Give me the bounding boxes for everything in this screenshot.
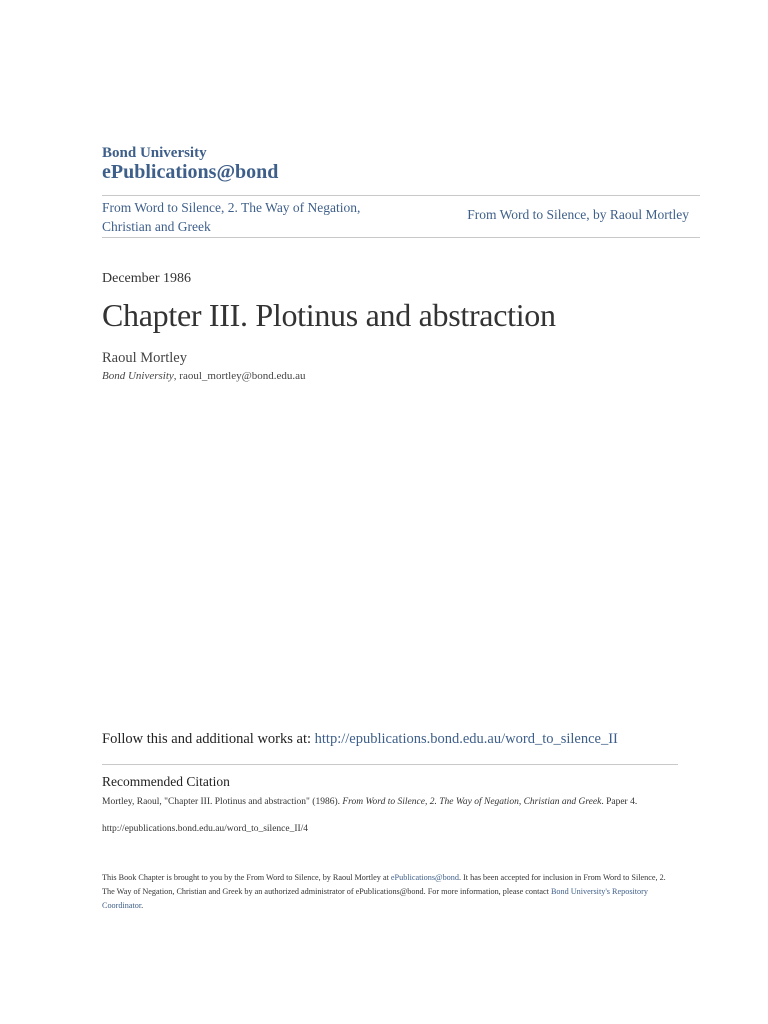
institution-name: Bond University xyxy=(102,145,207,161)
citation-heading: Recommended Citation xyxy=(102,774,230,789)
footer-notice xyxy=(102,871,672,913)
author-email: raoul_mortley@bond.edu.au xyxy=(179,370,306,382)
divider-bottom xyxy=(102,237,700,238)
repository-brand[interactable]: ePublications@bond xyxy=(102,161,279,183)
citation-source: From Word to Silence, 2. The Way of Negation, Christian and Greek xyxy=(342,797,602,807)
divider-top xyxy=(102,195,700,196)
follow-label: Follow this and additional works at: xyxy=(102,731,315,747)
footer-text-1: This Book Chapter is brought to you by the From Word to Silence, by Raoul Mortley at xyxy=(102,873,391,882)
citation-prefix: Mortley, Raoul, "Chapter III. Plotinus and abstraction" (1986). xyxy=(102,797,343,807)
citation-suffix: . Paper 4. xyxy=(601,797,638,807)
series-link-right[interactable]: From Word to Silence, by Raoul Mortley xyxy=(467,207,689,222)
author-name: Raoul Mortley xyxy=(102,350,187,366)
citation-text xyxy=(102,796,668,809)
series-link-left[interactable]: From Word to Silence, 2. The Way of Negation, Christian and Greek xyxy=(102,200,361,234)
follow-link[interactable]: http://epublications.bond.edu.au/word_to_silence_II xyxy=(314,731,618,747)
footer-text-2: . It has been accepted for inclusion in From Word to Silence, 2. The Way of Negation, Christian and Greek by an authorized administrator of ePublications@bond. For more information, please contact xyxy=(102,873,666,896)
footer-link-coordinator[interactable]: Bond University's Repository Coordinator xyxy=(102,887,648,910)
author-affiliation: Bond University, raoul_mortley@bond.edu.au xyxy=(102,370,306,382)
footer-link-epub[interactable]: ePublications@bond xyxy=(390,873,459,882)
affiliation-name: Bond University xyxy=(102,370,174,382)
citation-url[interactable]: http://epublications.bond.edu.au/word_to_silence_II/4 xyxy=(102,824,309,834)
follow-line xyxy=(102,731,618,748)
divider-citation xyxy=(102,764,678,765)
footer-text-3: . xyxy=(141,901,144,910)
paper-title: Chapter III. Plotinus and abstraction xyxy=(102,297,556,333)
publication-date: December 1986 xyxy=(102,271,192,286)
